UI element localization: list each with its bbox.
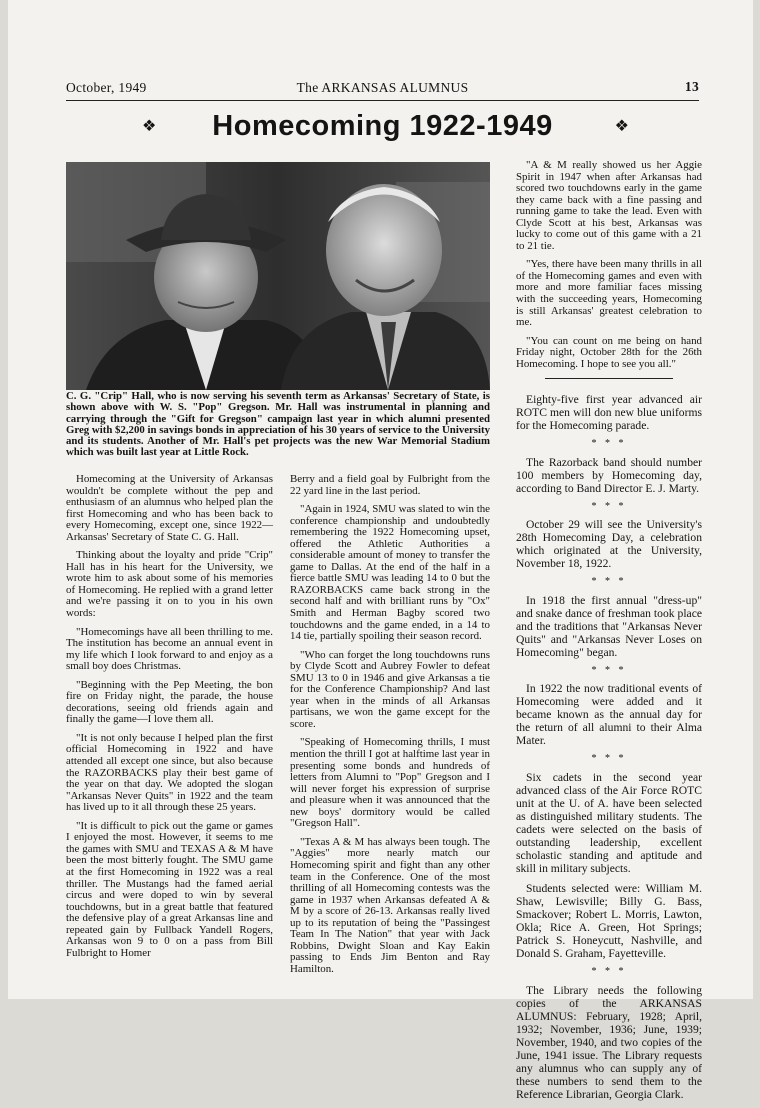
news-item: The Razorback band should number 100 members by Homecoming day, according to Band Director E. J. Marty. [516, 455, 702, 495]
separator-stars: * * * [591, 966, 627, 978]
photo-caption: C. G. "Crip" Hall, who is now serving his seventh term as Arkansas' Secretary of State, is shown above with W. S. "Pop" Gregson. Mr. Hall was instrumental in planning and carrying through the "Gift for Gregson" campaign last year in which alumni presented Greg with $2,200 in savings bonds in appreciation of his 30 years of service to the University and its students. Another of Mr. Hall's pet projects was the new War Memorial Stadium which was built last year at Little Rock. [66, 390, 490, 459]
article-column-2 [290, 474, 490, 982]
paragraph: "A & M really showed us her Aggie Spirit in 1947 when after Arkansas had scored two touchdowns early in the game they came back with a fine passing and running game to take the lead. Even with Clyde Scott at his best, Arkansas was lucky to come out of this game with a 21 to 21 tie. [516, 159, 702, 252]
two-men-photo [66, 162, 490, 390]
article-column-1 [66, 474, 273, 966]
news-item: Students selected were: William M. Shaw, Lewisville; Billy G. Bass, Smackover; Robert L. Morris, Lawton, Okla; Rice A. Green, Hot Springs; Patrick S. Honeycutt, Nashville, and Donald S. Graham, Fayetteville. [516, 882, 702, 961]
separator-stars: * * * [591, 664, 627, 676]
news-item: October 29 will see the University's 28th Homecoming Day, a celebration which originated at the University, November 18, 1922. [516, 518, 702, 571]
page-header [66, 78, 699, 101]
article-title: Homecoming 1922-1949 [212, 110, 553, 142]
article-column-3 [516, 160, 702, 1108]
paragraph: "Who can forget the long touchdowns runs by Clyde Scott and Aubrey Fowler to defeat SMU 13 to 0 in 1946 and give Arkansas a tie for the Conference Championship? And last year when in the minds of all Arkansas partisans, we won the game except for the score. [290, 648, 490, 730]
paragraph: Thinking about the loyalty and pride "Crip" Hall has in his heart for the University, we wrote him to ask about some of his memories of Homecoming. He replied with a grand letter and we're passing it on to you in his own words: [66, 549, 273, 620]
ornament-right-icon: ❖ [614, 118, 629, 135]
paragraph: "Beginning with the Pep Meeting, the bon fire on Friday night, the parade, the house decorations, seeing old friends again and finally the game—I love them all. [66, 678, 273, 726]
page-number: 13 [684, 79, 699, 94]
news-item: In 1918 the first annual "dress-up" and snake dance of freshman took place and the traditions that "Arkansas Never Quits" and "Arkansas Never Loses on Homecoming" began. [516, 593, 702, 659]
separator-stars: * * * [591, 438, 627, 450]
paragraph: "Texas A & M has always been tough. The "Aggies" more nearly match our Homecoming spirit and fight than any other team in the Conference. One of the most thrilling of all Homecoming contests was the game in 1937 when Arkansas defeated A & M by a score of 26-13. Arkansas really lived up to its reputation of being the "Passingest Team In The Nation" that year with Jack Robbins, Dwight Sloan and Kay Eakin passing to Ends Jim Benton and Ray Hamilton. [290, 835, 490, 975]
paragraph: "Homecomings have all been thrilling to me. The institution has become an annual event in my life which I look forward to and enjoy as a small boy does Christmas. [66, 625, 273, 673]
article-title-row [66, 110, 699, 146]
paragraph: "It is not only because I helped plan the first official Homecoming in 1922 and have attended all except one since, but also because the RAZORBACKS play their best game of the year on that day. We adopted the slogan "Arkansas Never Quits" in 1922 and the team has lived up to it all through these 25 years. [66, 731, 273, 814]
magazine-name: The ARKANSAS ALUMNUS [296, 80, 469, 95]
paragraph: Homecoming at the University of Arkansas wouldn't be complete without the pep and enthusiasm of an alumnus who helped plan the first Homecoming and who has been back to every Homecoming, except one, since 1922—Arkansas' Secretary of State C. G. Hall. [66, 473, 273, 543]
issue-date: October, 1949 [66, 80, 147, 95]
news-item: The Library needs the following copies of the ARKANSAS ALUMNUS: February, 1928; April, 1932; November, 1936; June, 1939; November, 1940, and two copies of the June, 1941 issue. The Library requests any alumnus who can supply any of these numbers to send them to the Reference Librarian, Georgia Clark. [516, 983, 702, 1101]
magazine-page [8, 0, 753, 1101]
separator-stars: * * * [591, 500, 627, 512]
ornament-left-icon: ❖ [142, 118, 157, 135]
news-item: Eighty-five first year advanced air ROTC men will don new blue uniforms for the Homecoming parade. [516, 393, 702, 433]
news-item: In 1922 the now traditional events of Homecoming were added and it became known as the annual day for the return of all alumni to their Alma Mater. [516, 682, 702, 748]
paragraph: Berry and a field goal by Fulbright from the 22 yard line in the last period. [290, 473, 490, 497]
paragraph: "Speaking of Homecoming thrills, I must mention the thrill I got at halftime last year in presenting some bonds and hundreds of letters from Alumni to "Pop" Gregson and I will never forget his expression of surprise and pleasure when it was announced that the new boys' dormitory would be called "Gregson Hall". [290, 736, 490, 830]
paragraph: "You can count on me being on hand Friday night, October 28th for the 26th Homecoming. I hope to see you all." [516, 334, 702, 370]
paragraph: "It is difficult to pick out the game or games I enjoyed the most. However, it seems to me the games with SMU and TEXAS A & M have been the most bitterly fought. The SMU game at the first Homecoming in 1922 was a real thriller. The Mustangs had the famed aerial circus and were doped to win by several touchdowns, but in a great battle that featured the defensive play of a great Arkansas line and repeated gain by Fullback Yandell Rogers, Arkansas won 9 to 0 on a pass from Bill Fulbright to Homer [66, 819, 273, 959]
separator-stars: * * * [591, 576, 627, 588]
section-divider [545, 378, 673, 379]
paragraph: "Again in 1924, SMU was slated to win the conference championship and undoubtedly remembering the 1922 Homecoming upset, offered the Athletic Authorities a considerable amount of money to transfer the game to Dallas. At the end of the half in a fierce battle SMU was leading 14 to 0 but the RAZORBACKS came back strong in the second half and with brilliant runs by "Ox" Smith and Herman Bagby scored two touchdowns and the game ended, in a 14 to 14 tie, partially spoiling their season record. [290, 503, 490, 643]
separator-stars: * * * [591, 753, 627, 765]
paragraph: "Yes, there have been many thrills in all of the Homecoming games and even with more and more familiar faces missing with the succeeding years, Homecoming is still Arkansas' greatest celebration to me. [516, 258, 702, 329]
news-item: Six cadets in the second year advanced class of the Air Force ROTC unit at the U. of A. have been selected as distinguished military students. The cadets were selected on the basis of outstanding leadership, excellent scholastic standing and aptitude and skill in military subjects. [516, 771, 702, 876]
